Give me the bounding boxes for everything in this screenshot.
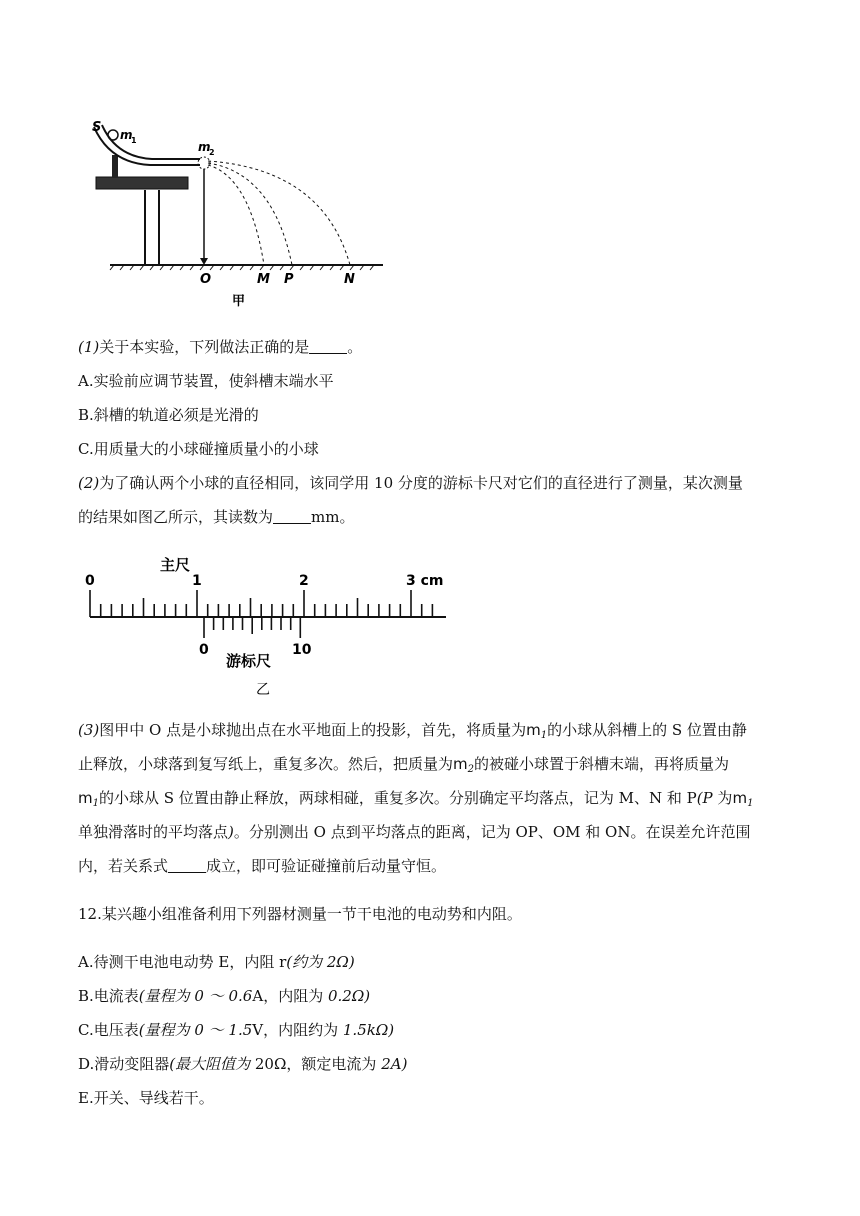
question-2-text-2: 的结果如图乙所示，其读数为 bbox=[78, 508, 274, 526]
label-m2: m bbox=[198, 140, 211, 154]
symbol-m1: m bbox=[526, 721, 541, 739]
symbol-m1-b-sub: 1 bbox=[92, 798, 99, 809]
equipment-C-spec: 1.5kΩ) bbox=[338, 1021, 395, 1039]
question-1 bbox=[78, 330, 798, 364]
symbol-m1-c: m bbox=[732, 789, 748, 807]
equipment-D-spec-a: (最大阻值为 bbox=[169, 1055, 251, 1073]
symbol-m1-c-sub: 1 bbox=[747, 798, 754, 809]
label-M: M bbox=[257, 272, 270, 287]
question-2-line2 bbox=[78, 500, 798, 534]
label-S: S bbox=[92, 120, 102, 135]
question-3-text-1a: 图甲中 O 点是小球抛出点在水平地面上的投影，首先，将质量为 bbox=[99, 721, 527, 739]
question-3-text-5a: 内，若关系式 bbox=[78, 857, 169, 875]
vernier-tick-0: 0 bbox=[199, 642, 209, 658]
main-scale-label: 主尺 bbox=[160, 556, 191, 574]
figure-vernier-caliper bbox=[80, 548, 460, 700]
question-3-text-5b: 成立，即可验证碰撞前后动量守恒。 bbox=[206, 857, 447, 875]
question-3-text-3a: 的小球从 S 位置由静止释放，两球相碰，重复多次。分别确定平均落点，记为 M、N 和 P bbox=[99, 789, 697, 807]
equipment-D-text: D.滑动变阻器 bbox=[78, 1055, 170, 1073]
equipment-C-text: C.电压表 bbox=[78, 1021, 139, 1039]
figure2-caption: 乙 bbox=[256, 682, 270, 698]
equipment-D-spec-b: 20Ω，额定电流为 bbox=[250, 1055, 377, 1073]
symbol-m2: m bbox=[453, 755, 468, 773]
question-2-line1 bbox=[78, 466, 798, 500]
figure-collision-apparatus bbox=[88, 115, 398, 315]
question-3-text-2a: 止释放，小球落到复写纸上，重复多次。然后，把质量为 bbox=[78, 755, 454, 773]
question-3-text-4a: 单独滑落时的平均落点 bbox=[78, 823, 229, 841]
label-m1: m bbox=[120, 128, 133, 142]
option-A: A.实验前应调节装置，使斜槽末端水平 bbox=[78, 372, 334, 390]
main-tick-0: 0 bbox=[85, 573, 95, 589]
label-P: P bbox=[284, 272, 294, 287]
equipment-B-spec: 0.2Ω) bbox=[323, 987, 371, 1005]
question-2-unit: mm。 bbox=[311, 508, 355, 526]
question-1-text: 关于本实验，下列做法正确的是 bbox=[99, 338, 310, 356]
question-1-end: 。 bbox=[347, 338, 363, 356]
equipment-A-spec: (约为 2Ω) bbox=[286, 953, 355, 971]
question-3-text-1b: 的小球从斜槽上的 S 位置由静 bbox=[547, 721, 747, 739]
question-1-number: (1) bbox=[78, 338, 100, 356]
answer-blank-3[interactable] bbox=[168, 858, 206, 873]
symbol-m2-sub: 2 bbox=[467, 764, 475, 775]
question-3-text-3c: 为 bbox=[712, 789, 733, 807]
equipment-E: E.开关、导线若干。 bbox=[78, 1089, 214, 1107]
equipment-D bbox=[78, 1047, 798, 1081]
option-B: B.斜槽的轨道必须是光滑的 bbox=[78, 406, 259, 424]
question-3-text-3b: (P bbox=[696, 789, 713, 807]
answer-blank-2[interactable] bbox=[273, 509, 311, 524]
question-3-text-4b: ) bbox=[228, 823, 234, 841]
question-2-number: (2) bbox=[78, 474, 100, 492]
figure1-caption: 甲 bbox=[232, 294, 246, 309]
question-12-title: 12.某兴趣小组准备利用下列器材测量一节干电池的电动势和内阻。 bbox=[78, 905, 522, 923]
symbol-m1-sub: 1 bbox=[540, 730, 548, 741]
equipment-D-spec-c: 2A) bbox=[376, 1055, 408, 1073]
main-tick-1: 1 bbox=[192, 573, 202, 589]
equipment-C bbox=[78, 1013, 798, 1047]
answer-blank-1[interactable] bbox=[309, 339, 347, 354]
question-3-text-4c: 。分别测出 O 点到平均落点的距离，记为 OP、OM 和 ON。在误差允许范围 bbox=[233, 823, 751, 841]
label-m2-sub: 2 bbox=[209, 148, 215, 157]
equipment-B bbox=[78, 979, 798, 1013]
label-N: N bbox=[344, 272, 355, 287]
equipment-A-text: A.待测干电池电动势 E，内阻 r bbox=[78, 953, 287, 971]
symbol-m1-b: m bbox=[78, 789, 93, 807]
equipment-B-text-2: A，内阻为 bbox=[252, 987, 324, 1005]
equipment-B-range: (量程为 0 ～ 0.6 bbox=[138, 987, 253, 1005]
question-3-number: (3) bbox=[78, 721, 100, 739]
vernier-label: 游标尺 bbox=[226, 652, 272, 670]
equipment-C-range: (量程为 0 ～ 1.5 bbox=[138, 1021, 253, 1039]
question-2-text: 为了确认两个小球的直径相同，该同学用 10 分度的游标卡尺对它们的直径进行了测量，某次测量 bbox=[99, 474, 743, 492]
equipment-B-text: B.电流表 bbox=[78, 987, 139, 1005]
equipment-A bbox=[78, 945, 798, 979]
option-C: C.用质量大的小球碰撞质量小的小球 bbox=[78, 440, 319, 458]
label-m1-sub: 1 bbox=[131, 136, 137, 145]
question-3-line5 bbox=[78, 849, 798, 883]
vernier-tick-10: 10 bbox=[292, 642, 312, 658]
equipment-C-text-2: V，内阻约为 bbox=[252, 1021, 339, 1039]
question-3-text-2b: 的被碰小球置于斜槽末端，再将质量为 bbox=[474, 755, 730, 773]
question-3-line4 bbox=[78, 815, 798, 849]
label-O: O bbox=[200, 272, 212, 287]
main-tick-2: 2 bbox=[299, 573, 309, 589]
main-tick-3: 3 cm bbox=[406, 573, 444, 589]
